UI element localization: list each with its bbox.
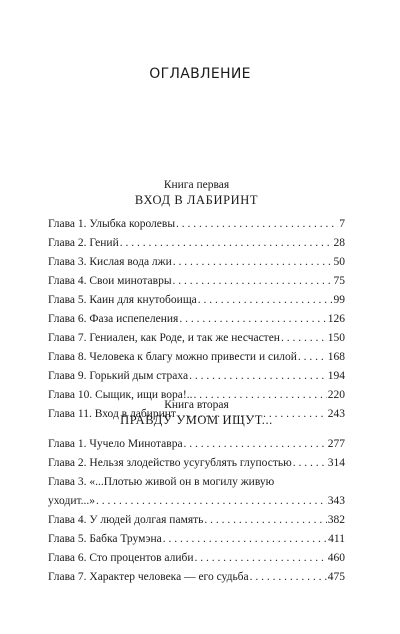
page-number: 150 — [327, 332, 345, 344]
toc-entry — [48, 332, 345, 351]
chapter-title: Глава 4. У людей долгая память — [48, 514, 204, 526]
chapter-title: Глава 2. Нельзя злодейство усугублять глупостью — [48, 457, 292, 469]
chapter-title: Глава 7. Гениален, как Роде, и так же несчастен — [48, 332, 280, 344]
page-number: 382 — [327, 514, 345, 526]
dot-leader — [96, 495, 327, 507]
page-number: 475 — [327, 571, 345, 583]
chapter-title: Глава 3. Кислая вода лжи — [48, 256, 172, 268]
toc-entry — [48, 457, 345, 476]
chapter-title: Глава 6. Фаза испепеления — [48, 313, 179, 325]
chapter-title: Глава 5. Каин для кнутобоища — [48, 294, 197, 306]
toc-entry — [48, 514, 345, 533]
toc-entry — [48, 351, 345, 370]
dot-leader — [173, 275, 333, 287]
book-two-subtitle: Книга вторая — [164, 399, 229, 411]
chapter-title: Глава 3. «...Плотью живой он в могилу живую — [48, 476, 275, 488]
book-two-chapter-list — [48, 438, 345, 590]
chapter-title: Глава 6. Сто процентов алиби — [48, 552, 194, 564]
page-number: 194 — [327, 370, 345, 382]
book-one-subtitle: Книга первая — [163, 179, 230, 191]
toc-entry-line — [48, 476, 345, 495]
dot-leader — [173, 256, 333, 268]
page-number: 411 — [328, 533, 345, 545]
chapter-title: Глава 4. Свои минотавры — [48, 275, 172, 287]
page-number: 220 — [327, 389, 345, 401]
toc-entry — [48, 552, 345, 571]
page-number: 343 — [327, 495, 345, 507]
page-number: 243 — [327, 408, 345, 420]
toc-entry — [48, 256, 345, 275]
toc-entry — [48, 275, 345, 294]
chapter-title: Глава 1. Улыбка королевы — [48, 218, 176, 230]
chapter-title: Глава 1. Чучело Минотавра — [48, 438, 183, 450]
toc-entry — [48, 438, 345, 457]
page-number: 460 — [327, 552, 345, 564]
book-two-title: ПРАВДУ УМОМ ИЩУТ... — [120, 413, 273, 427]
page-number: 168 — [327, 351, 345, 363]
page-number: 277 — [327, 438, 345, 450]
book-two — [48, 398, 345, 590]
page-number: 126 — [327, 313, 345, 325]
chapter-title: Глава 11. Вход в лабиринт — [48, 408, 176, 420]
toc-entry — [48, 495, 345, 514]
chapter-title: Глава 7. Характер человека — его судьба — [48, 571, 249, 583]
dot-leader — [120, 237, 333, 249]
dot-leader — [250, 571, 327, 583]
dot-leader — [298, 351, 327, 363]
chapter-title: Глава 8. Человека к благу можно привести и силой — [48, 351, 297, 363]
book-two-header — [48, 398, 345, 428]
page-number: 99 — [333, 294, 345, 306]
page-number: 75 — [333, 275, 345, 287]
toc-entry — [48, 313, 345, 332]
page-number: 7 — [339, 218, 345, 230]
toc-entry — [48, 237, 345, 256]
dot-leader — [189, 370, 327, 382]
toc-entry — [48, 571, 345, 590]
chapter-title-continued: уходит...» — [48, 495, 96, 507]
dot-leader — [281, 332, 327, 344]
dot-leader — [198, 294, 333, 306]
dot-leader — [176, 218, 338, 230]
book-one-chapter-list — [48, 218, 345, 427]
book-one — [48, 178, 345, 427]
chapter-title: Глава 9. Горький дым страха — [48, 370, 189, 382]
chapter-title: Глава 5. Бабка Трумэна — [48, 533, 162, 545]
toc-entry — [48, 370, 345, 389]
toc-entry — [48, 533, 345, 552]
chapter-title: Глава 2. Гений — [48, 237, 119, 249]
dot-leader — [179, 313, 326, 325]
chapter-title: Глава 10. Сыщик, ищи вора!.. — [48, 389, 193, 401]
toc-title: ОГЛАВЛЕНИЕ — [149, 66, 251, 82]
book-one-header — [48, 178, 345, 208]
page-number: 28 — [333, 237, 345, 249]
book-one-title: ВХОД В ЛАБИРИНТ — [134, 193, 259, 207]
page-number: 314 — [327, 457, 345, 469]
dot-leader — [204, 514, 326, 526]
dot-leader — [163, 533, 327, 545]
toc-entry — [48, 294, 345, 313]
dot-leader — [184, 438, 327, 450]
dot-leader — [195, 552, 327, 564]
page-number: 50 — [333, 256, 345, 268]
dot-leader — [293, 457, 327, 469]
toc-entry — [48, 218, 345, 237]
